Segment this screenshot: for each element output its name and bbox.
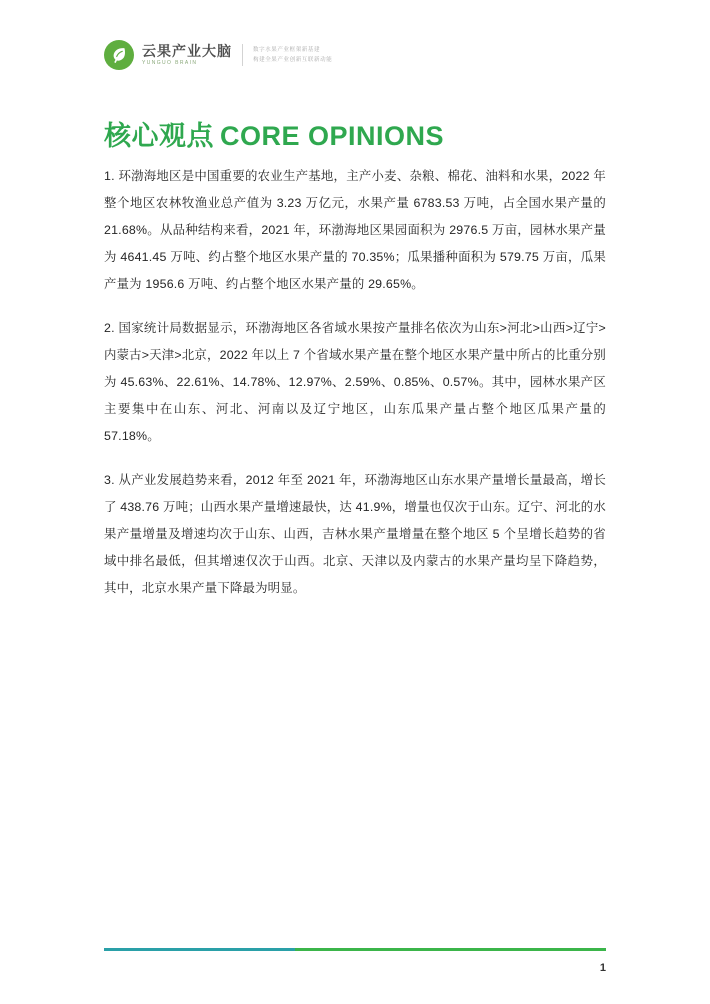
page-title-cn: 核心观点 [104, 121, 214, 152]
logo-divider [242, 44, 243, 66]
paragraph-1: 1. 环渤海地区是中国重要的农业生产基地，主产小麦、杂粮、棉花、油料和水果，2022 年整个地区农林牧渔业总产值为 3.23 万亿元，水果产量 6783.53 万吨，占全国水果产量的 21.68%。从品种结构来看，2021 年，环渤海地区果园面积为 2976.5 万亩，园林水果产量为 4641.45 万吨、约占整个地区水果产量的 70.35%；瓜果播种面积为 579.75 万亩，瓜果产量为 1956.6 万吨、约占整个地区水果产量的 29.65%。 [104, 169, 606, 292]
logo-title-en: YUNGUO BRAIN [142, 60, 198, 66]
page-title-en: CORE OPINIONS [220, 121, 445, 152]
tagline-line-1: 数字水果产业框架新基建 [253, 46, 321, 53]
logo-tagline [253, 45, 332, 66]
footer-divider [104, 948, 606, 951]
paragraph-3: 3. 从产业发展趋势来看，2012 年至 2021 年，环渤海地区山东水果产量增长量最高，增长了 438.76 万吨；山西水果产量增速最快，达 41.9%，增量也仅次于山东。辽宁、河北的水果产量增量及增速均次于山东、山西，吉林水果产量增量在整个地区 5 个呈增长趋势的省域中排名最低，但其增速仅次于山西。北京、天津以及内蒙古的水果产量均呈下降趋势，其中，北京水果产量下降最为明显。 [104, 473, 606, 596]
paragraph-2: 2. 国家统计局数据显示，环渤海地区各省域水果按产量排名依次为山东>河北>山西>辽宁>内蒙古>天津>北京，2022 年以上 7 个省域水果产量在整个地区水果产量中所占的比重分别为 45.63%、22.61%、14.78%、12.97%、2.59%、0.85%、0.57%。其中，园林水果产区主要集中在山东、河北、河南以及辽宁地区，山东瓜果产量占整个地区瓜果产量的 57.18%。 [104, 321, 606, 444]
leaf-logo-icon [104, 40, 134, 70]
page-number: 1 [599, 962, 606, 974]
logo-title-cn: 云果产业大脑 [142, 43, 232, 59]
tagline-line-2: 构建全果产业创新互联新动能 [253, 57, 333, 63]
body-content [104, 163, 606, 602]
logo-wordmark [142, 44, 232, 66]
brand-header [104, 38, 332, 72]
page-title [104, 114, 444, 153]
